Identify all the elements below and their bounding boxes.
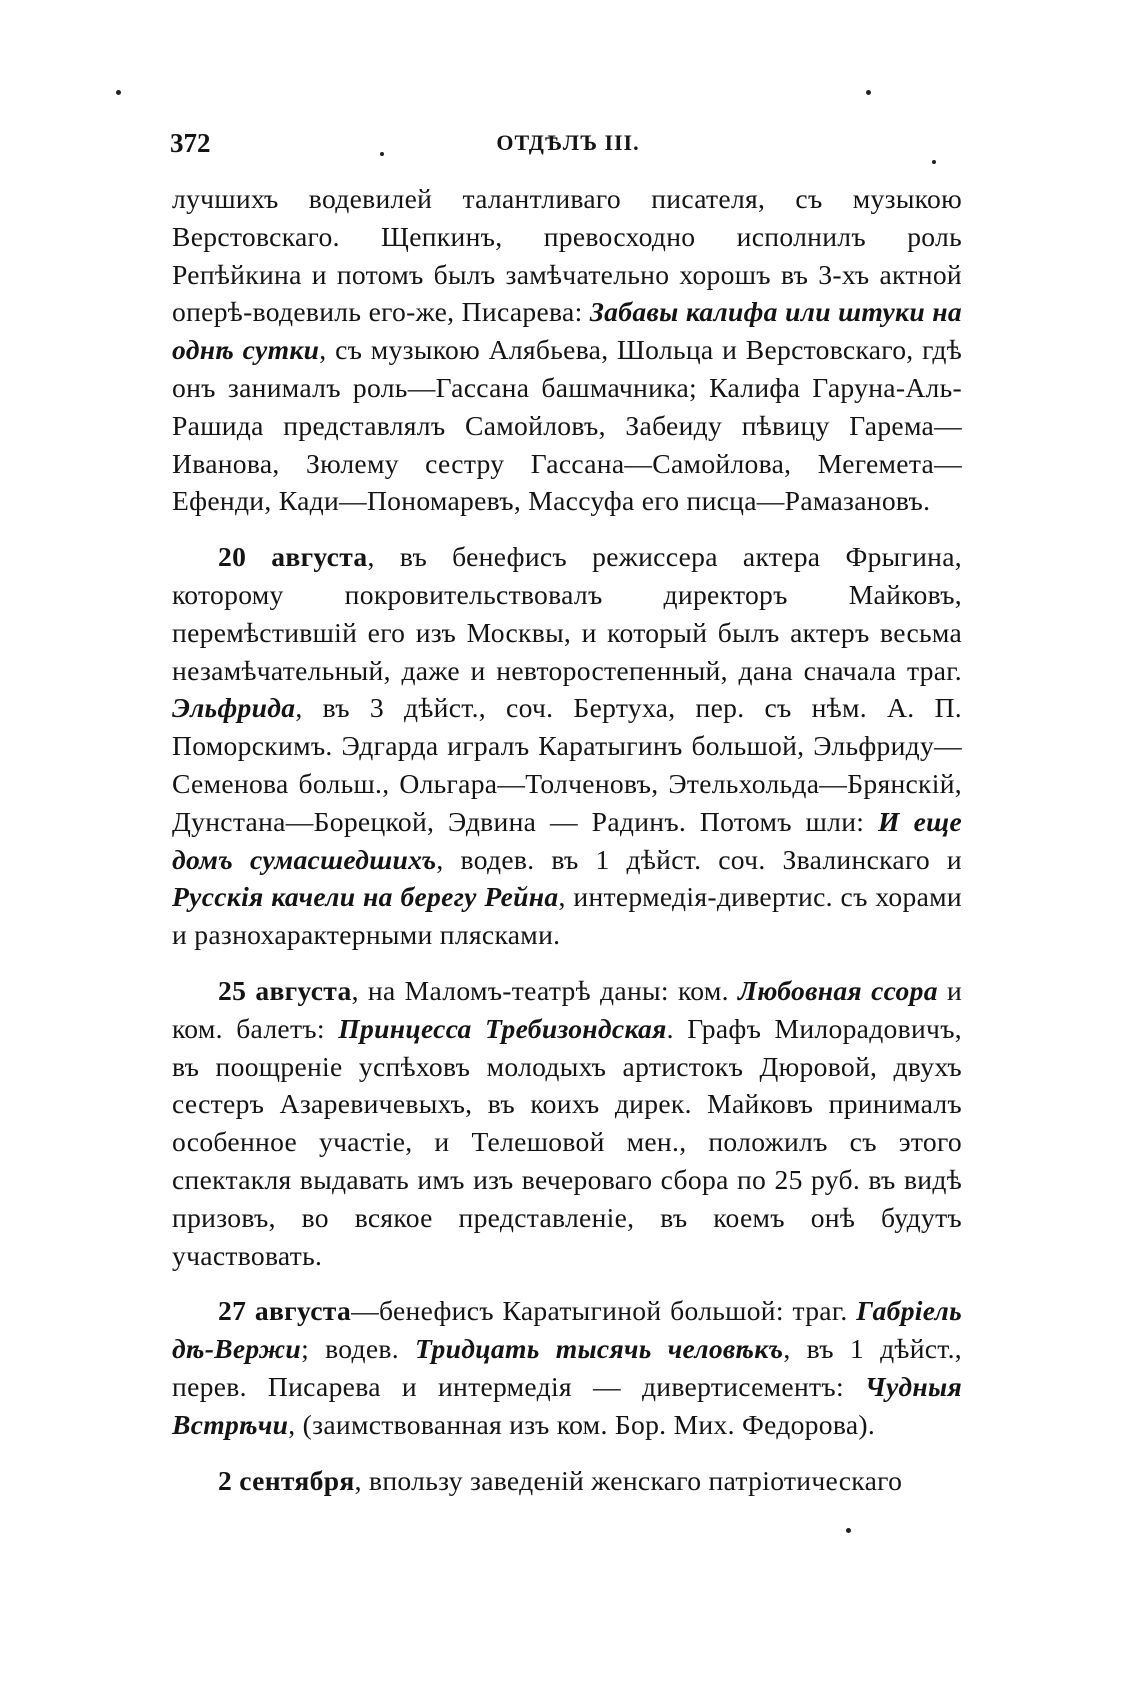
- work-title: И еще домъ сумасшедшихъ: [172, 805, 962, 875]
- date-heading: 2 сентября: [218, 1464, 355, 1496]
- section-title: ОТДѢЛЪ III.: [496, 130, 640, 155]
- work-title: Чудныя Встрѣчи: [172, 1370, 962, 1440]
- work-title: Тридцать тысячь человѣкъ: [415, 1333, 784, 1365]
- date-heading: 27 августа: [218, 1295, 352, 1327]
- paragraph: [172, 972, 962, 1274]
- work-title: Любовная ссора: [737, 974, 938, 1006]
- work-title: Забавы калифа или штуки на однѣ сутки: [172, 296, 963, 366]
- text-run: , впользу заведеній женскаго патріотическаго: [354, 1464, 903, 1496]
- print-speck: [116, 90, 121, 95]
- page-header: [170, 128, 966, 168]
- text-run: , на Маломъ-театрѣ даны: ком.: [351, 974, 738, 1006]
- text-run: , въ 3 дѣйст., соч. Бертуха, пер. съ нѣм. А. П. Поморскимъ. Эдгарда игралъ Каратыгинъ большой, Эльфриду—Семенова больш., Ольгара—Толченовъ, Этельхольда—Брянскій, Дунстана—Борецкой, Эдвина — Радинъ. Потомъ шли:: [172, 692, 962, 837]
- page-number: 372: [170, 128, 211, 158]
- print-speck: [866, 90, 871, 95]
- text-run: , въ 1 дѣйст., перев. Писарева и интермедія — дивертисементъ:: [172, 1333, 962, 1402]
- text-run: лучшихъ водевилей талантливаго писателя, съ музыкою Верстовскаго. Щепкинъ, превосходно исполнилъ роль Репѣйкина и потомъ былъ замѣчательно хорошъ въ 3-хъ актной оперѣ-водевиль его-же, Писарева:: [172, 183, 962, 328]
- text-run: , интермедія-дивертис. съ хорами и разнохарактерными плясками.: [172, 881, 962, 951]
- text-run: и ком. балетъ:: [172, 974, 963, 1044]
- date-heading: 25 августа: [218, 974, 352, 1006]
- text-run: , съ музыкою Алябьева, Шольца и Верстовскаго, гдѣ онъ занималъ роль—Гассана башмачника; Калифа Гаруна-Аль-Рашида представлялъ Самойловъ, Забеиду пѣвицу Гарема—Иванова, Зюлему сестру Гассана—Самойлова, Мегемета—Ефенди, Кади—Пономаревъ, Массуфа его писца—Рамазановъ.: [172, 334, 962, 517]
- print-speck: [846, 1528, 851, 1533]
- work-title: Принцесса Требизондская: [338, 1012, 667, 1044]
- text-run: —бенефисъ Каратыгиной большой: траг.: [351, 1295, 857, 1327]
- work-title: Эльфрида: [172, 692, 296, 724]
- work-title: Русскія качели на берегу Рейна: [172, 881, 559, 913]
- work-title: Габріель дѣ-Вержи: [172, 1295, 962, 1365]
- paragraph: [172, 1462, 962, 1500]
- date-heading: 20 августа: [218, 541, 368, 573]
- text-run: , въ бенефисъ режиссера актера Фрыгина, которому покровительствовалъ директоръ Майковъ, перемѣстившій его изъ Москвы, и который былъ актеръ весьма незамѣчательный, даже и невторостепенный, дана сначала траг.: [172, 541, 962, 686]
- text-run: ; водев.: [301, 1333, 416, 1365]
- text-body: [172, 180, 962, 1517]
- paragraph: [172, 538, 962, 954]
- text-run: . Графъ Милорадовичъ, въ поощреніе успѣховъ молодыхъ артистокъ Дюровой, двухъ сестеръ Азаревичевыхъ, въ коихъ дирек. Майковъ принималъ особенное участіе, и Телешовой мен., положилъ съ этого спектакля выдавать имъ изъ вечероваго сбора по 25 руб. въ видѣ призовъ, во всякое представленіе, въ коемъ онѣ будутъ участвовать.: [172, 1012, 962, 1271]
- paragraph: [172, 180, 962, 520]
- text-run: , (заимствованная изъ ком. Бор. Мих. Федорова).: [288, 1408, 876, 1440]
- paragraph: [172, 1292, 962, 1443]
- text-run: , водев. въ 1 дѣйст. соч. Звалинскаго и: [436, 843, 962, 875]
